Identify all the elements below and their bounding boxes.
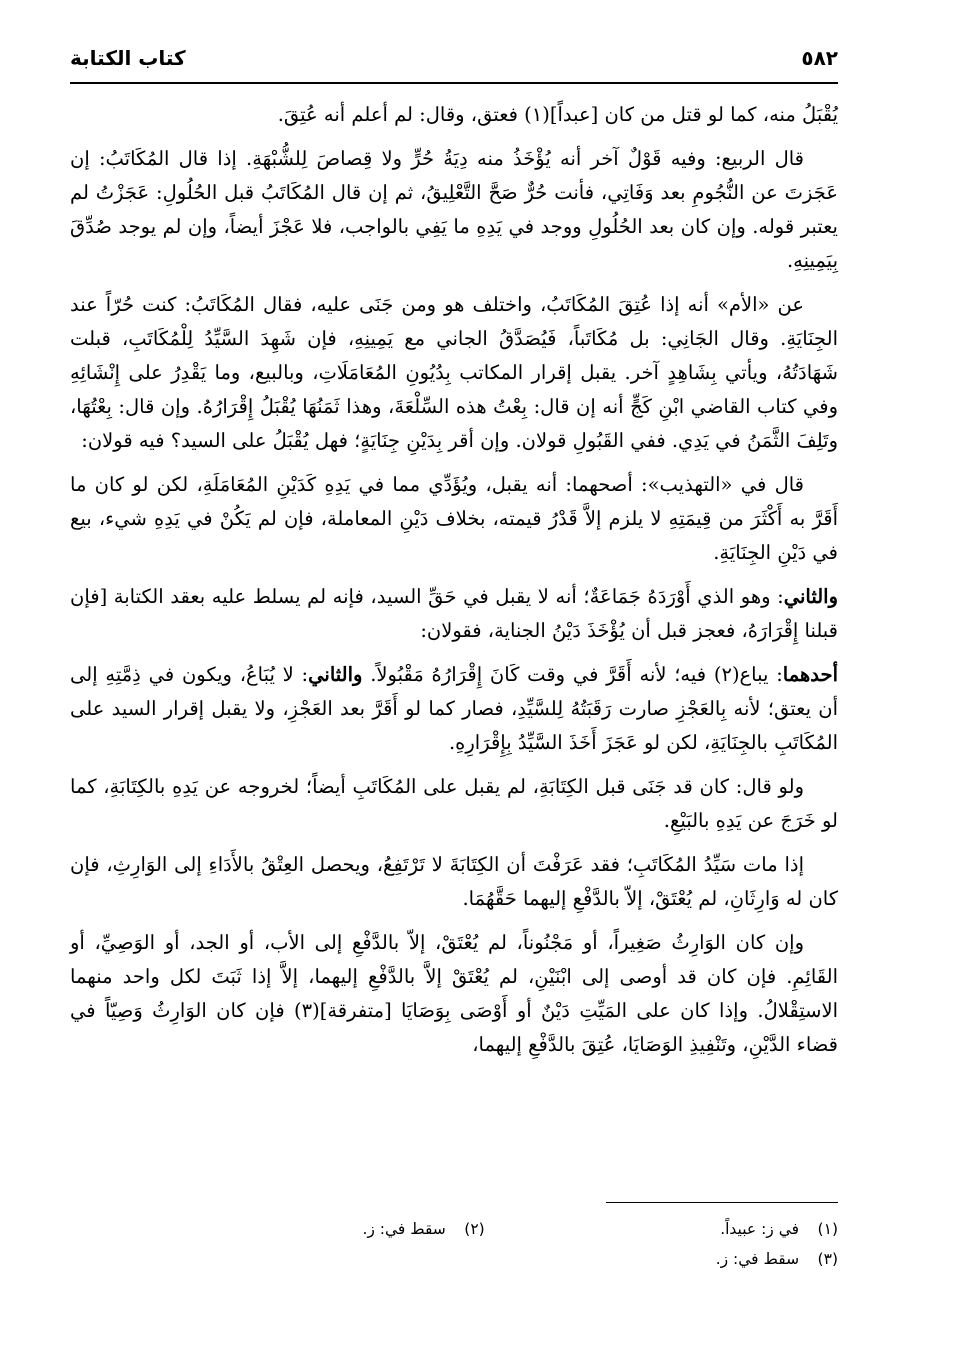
book-title: كتاب الكتابة: [70, 46, 186, 70]
paragraph: [70, 142, 838, 278]
page-number: ٥٨٢: [801, 46, 838, 70]
text-segment: فعتق، وقال: لم أعلم أنه عُتِقَ.: [277, 103, 525, 126]
text-segment: فيه؛ لأنه أَقَرَّ في وقت كَانَ إِقْرَارُهُ مَقْبُولاً.: [362, 663, 714, 686]
footnote-separator: [606, 1202, 838, 1203]
text-segment: قال الربيع: وفيه قَوْلٌ آخر أنه يُؤْخَذُ منه دِيَةُ حُرٍّ ولا قِصاصَ لِلشُّبْهَةِ. إذا قال المُكَاتَبُ: إن عَجَزتَ عن النُّجُومِ بعد وَفَاتِي، فأنت حُرٌّ صَحَّ التَّعْلِيقُ، ثم إن قال المُكَاتَبُ قبل الحُلُولِ: عَجَزْتُ لم يعتبر قوله. وإن كان بعد الحُلُولِ ووجد في يَدِهِ ما يَفِي بالواجب، فلا عَجْزَ أيضاً، وإن لم يوجد صُدِّقَ بِيَمِينِهِ.: [70, 147, 838, 272]
running-header: [70, 38, 838, 84]
text-segment: (٣): [294, 999, 320, 1022]
footnote-3: [485, 1244, 838, 1274]
text-segment: : لا يُبَاعُ، ويكون في ذِمَّتِهِ إلى أن يعتق؛ لأنه بِالعَجْزِ صارت رَقَبَتُهُ لِلسَّيِّدِ، فصار كما لو أَقَرَّ بعد العَجْزِ، ولا يقبل إقرار السيد على المُكَاتَبِ بالجِنَايَةِ، لكن لو عَجَزَ أَخَذَ السَّيِّدُ بِإِقْرَارِهِ.: [70, 663, 838, 754]
paragraph: [70, 926, 838, 1062]
text-segment: (١): [524, 103, 550, 126]
text-segment: يُقْبَلُ منه، كما لو قتل من كان [عبداً]: [549, 103, 838, 126]
bold-term: والثاني: [783, 585, 838, 608]
paragraph: [70, 580, 838, 648]
bold-term: أحدهما: [782, 663, 838, 686]
text-segment: إذا مات سَيِّدُ المُكَاتَبِ؛ فقد عَرَفْتَ أن الكِتَابَةَ لا تَرْتَفِعُ، ويحصل العِتْقُ بالأَدَاءِ إلى الوَارِثِ، فإن كان له وَارِثَانِ، لم يُعْتَقْ، إلاّ بالدَّفْعِ إليهما حَقَّهُمَا.: [70, 853, 838, 910]
text-segment: : يباع: [739, 663, 783, 686]
footnote-row: [70, 1214, 838, 1244]
footnote-number: (٣): [817, 1250, 838, 1268]
body-text: [70, 98, 838, 1072]
paragraph: [70, 288, 838, 458]
bold-term: والثاني: [308, 663, 363, 686]
text-segment: فإن كان الوَارِثُ وَصِيّاً في قضاء الدَّيْنِ، وتَنْفِيذِ الوَصَايَا، عُتِقَ بالدَّفْعِ إليهما،: [70, 999, 838, 1056]
text-segment: (٢): [713, 663, 740, 686]
footnote-1: [485, 1214, 838, 1244]
paragraph: [70, 98, 838, 132]
footnote-text: سقط في: ز.: [362, 1220, 446, 1238]
footnote-text: في ز: عبيداً.: [720, 1220, 800, 1238]
paragraph: [70, 658, 838, 760]
footnote-row: [70, 1244, 838, 1274]
footnote-2: [131, 1214, 484, 1244]
text-segment: قال في «التهذيب»: أصحهما: أنه يقبل، ويُؤَدِّي مما في يَدِهِ كَدَيْنِ المُعَامَلَةِ، لكن لو كان ما أَقَرَّ به أَكْثَرَ من قِيمَتِهِ لا يلزم إلاَّ قَدْرُ قيمته، بخلاف دَيْنِ المعاملة، فإن لم يَكُنْ في يَدِهِ شيء، بيع في دَيْنِ الجِنَايَةِ.: [70, 473, 838, 564]
footnote-text: سقط في: ز.: [715, 1250, 800, 1268]
paragraph: [70, 848, 838, 916]
footnote-number: (١): [817, 1220, 838, 1238]
text-segment: ولو قال: كان قد جَنَى قبل الكِتَابَةِ، لم يقبل على المُكَاتَبِ أيضاً؛ لخروجه عن يَدِهِ بالكِتَابَةِ، كما لو خَرَجَ عن يَدِهِ بالبَيْعِ.: [70, 775, 838, 832]
text-segment: : وهو الذي أَوْرَدَهُ جَمَاعَةٌ؛ أنه لا يقبل في حَقِّ السيد، فإنه لم يسلط عليه بعقد الكتابة [فإن قبلنا إِقْرَارَهُ، فعجز قبل أن يُؤْخَذَ دَيْنُ الجناية، فقولان:: [70, 585, 838, 642]
footnote-number: (٢): [464, 1220, 485, 1238]
text-segment: عن «الأم» أنه إذا عُتِقَ المُكَاتَبُ، واختلف هو ومن جَنَى عليه، فقال المُكَاتَبُ: كنت حُرّاً عند الجِنَايَةِ. وقال الجَانِي: بل مُكَاتَباً، فَيُصَدَّقُ الجاني مع يَمِينِهِ، فإن شَهِدَ السَّيِّدُ لِلْمُكَاتَبِ، قبلت شَهَادَتُهُ، ويأتي بِشَاهِدٍ آخر. يقبل إقرار المكاتب بِدُيُونِ المُعَامَلَاتِ، وبالبيع، وما يَقْدِرُ على إِنْشَائِهِ وفي كتاب القاضي ابْنِ كَجٍّ أنه إن قال: بِعْتُ هذه السِّلْعَةَ، وهذا ثَمَنُهَا يُقْبَلُ إِقْرَارُهُ. وإن قال: بِعْتُهَا، وتَلِفَ الثَّمَنُ في يَدِي. ففي القَبُولِ قولان. وإن أقر بِدَيْنِ جِنَايَةٍ؛ فهل يُقْبَلُ على السيد؟ فيه قولان:: [70, 293, 838, 452]
text-segment: وإن كان الوَارِثُ صَغِيراً، أو مَجْنُوناً، لم يُعْتَقْ، إلاّ بالدَّفْعِ إلى الأب، أو الجد، أو الوَصِيِّ، أو القَائِمِ. فإن كان قد أوصى إلى ابْنَيْنِ، لم يُعْتَقْ إلاَّ بالدَّفْعِ إليهما، إلاَّ إذا ثَبَتَ لكل واحد منهما الاستِقْلالُ. وإذا كان على المَيِّتِ دَيْنٌ أو أَوْصَى بِوَصَايَا [متفرقة]: [70, 931, 839, 1022]
paragraph: [70, 770, 838, 838]
paragraph: [70, 468, 838, 570]
footnotes: [70, 1214, 838, 1274]
